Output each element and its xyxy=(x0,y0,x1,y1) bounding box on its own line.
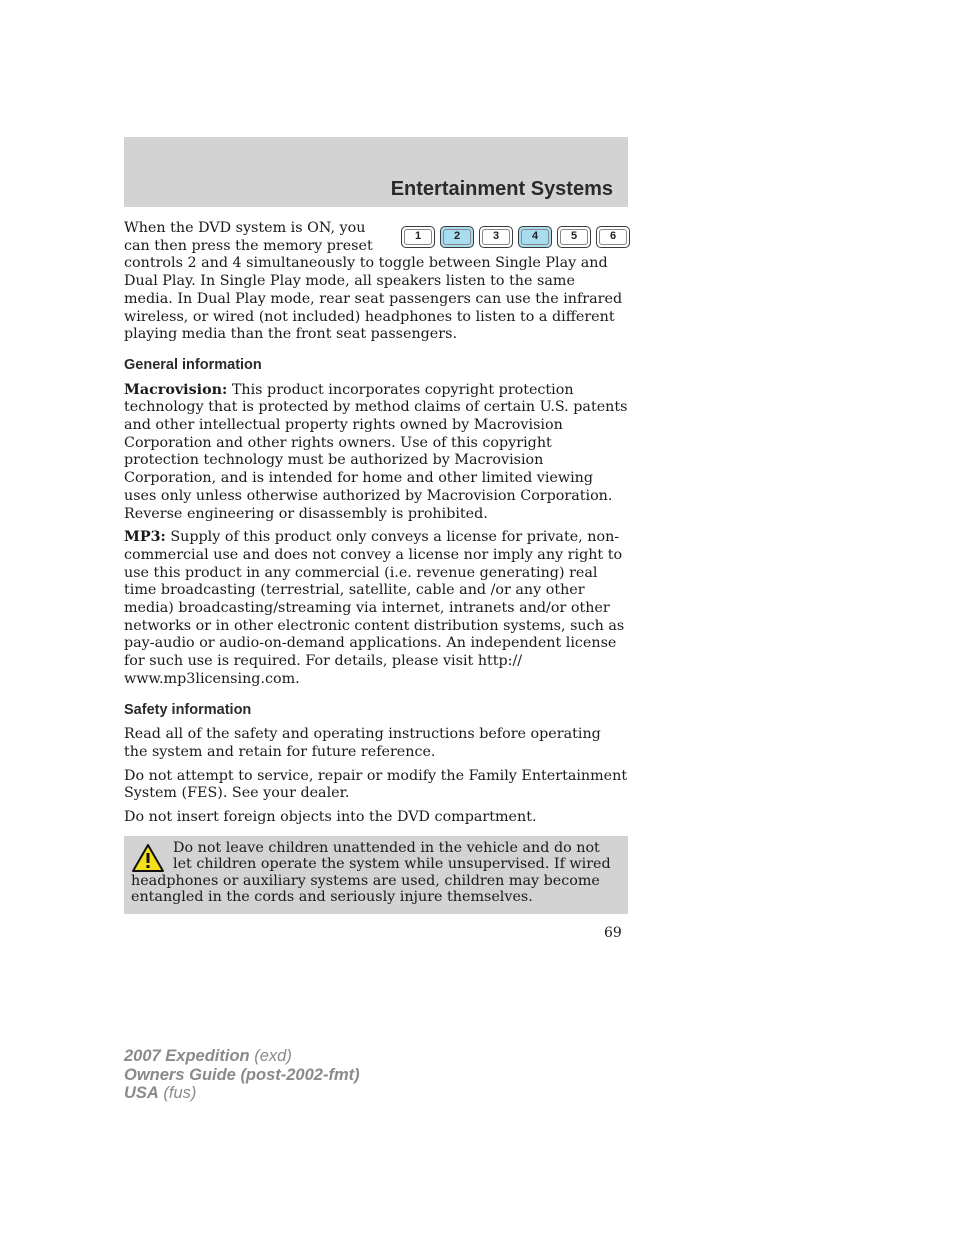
safety-paragraph-2: Do not attempt to service, repair or modify the Family Entertainment System (FES). See your dealer. xyxy=(124,767,628,802)
general-information-heading: General information xyxy=(124,356,262,373)
page-content xyxy=(124,220,628,914)
safety-information-heading: Safety information xyxy=(124,701,252,718)
mp3-label: MP3: xyxy=(124,529,166,546)
mp3-paragraph xyxy=(124,529,628,688)
macrovision-paragraph xyxy=(124,382,628,524)
footer-line-2: Owners Guide (post-2002-fmt) xyxy=(124,1065,360,1084)
page-number: 69 xyxy=(604,925,622,941)
mp3-text: Supply of this product only conveys a license for private, non-commercial use and does not convey a license nor imply any right to use this product in any commercial (i.e. revenue generating) real time broadcasting (terrestrial, satellite, cable and /or any other media) broadcasting/streaming via internet, intranets and/or other networks or in other electronic content distribution systems, such as pay-audio or audio-on-demand applications. An independent license for such use is required. For details, please visit http:// www.mp3licensing.com. xyxy=(124,529,625,687)
preset-button-3: 3 xyxy=(479,226,513,248)
warning-text: Do not leave children unattended in the vehicle and do not let children operate the system while unsupervised. If wired headphones or auxiliary systems are used, children may become entangled in the cords and seriously injure themselves. xyxy=(131,839,611,906)
memory-preset-buttons xyxy=(401,226,630,248)
safety-paragraph-3: Do not insert foreign objects into the DVD compartment. xyxy=(124,809,537,826)
footer-line-3: USA (fus) xyxy=(124,1084,197,1102)
preset-button-6: 6 xyxy=(596,226,630,248)
intro-paragraph: When the DVD system is ON, you can then press the memory preset controls 2 and 4 simultaneously to toggle between Single Play and Dual Play. In Single Play mode, all speakers listen to the same media. In Dual Play mode, rear seat passengers can use the infrared wireless, or wired (not included) headphones to listen to a different playing media than the front seat passengers. xyxy=(124,220,623,343)
macrovision-label: Macrovision: xyxy=(124,381,228,398)
macrovision-text: This product incorporates copyright protection technology that is protected by method claims of certain U.S. patents and other intellectual property rights owned by Macrovision Corporation and other rights owners. Use of this copyright protection technology must be authorized by Macrovision Corporation, and is intended for home and other limited viewing uses only unless otherwise authorized by Macrovision Corporation. Reverse engineering or disassembly is prohibited. xyxy=(124,381,628,522)
footer-line-1: 2007 Expedition (exd) xyxy=(124,1047,292,1065)
preset-button-4: 4 xyxy=(518,226,552,248)
warning-triangle-icon xyxy=(131,843,165,873)
document-footer xyxy=(124,1047,360,1103)
section-title: Entertainment Systems xyxy=(390,178,613,200)
section-header-band xyxy=(124,137,628,207)
preset-button-5: 5 xyxy=(557,226,591,248)
preset-button-2: 2 xyxy=(440,226,474,248)
intro-section xyxy=(124,220,628,344)
preset-button-1: 1 xyxy=(401,226,435,248)
safety-paragraph-1: Read all of the safety and operating instructions before operating the system and retain for future reference. xyxy=(124,726,601,760)
warning-box xyxy=(124,836,628,914)
